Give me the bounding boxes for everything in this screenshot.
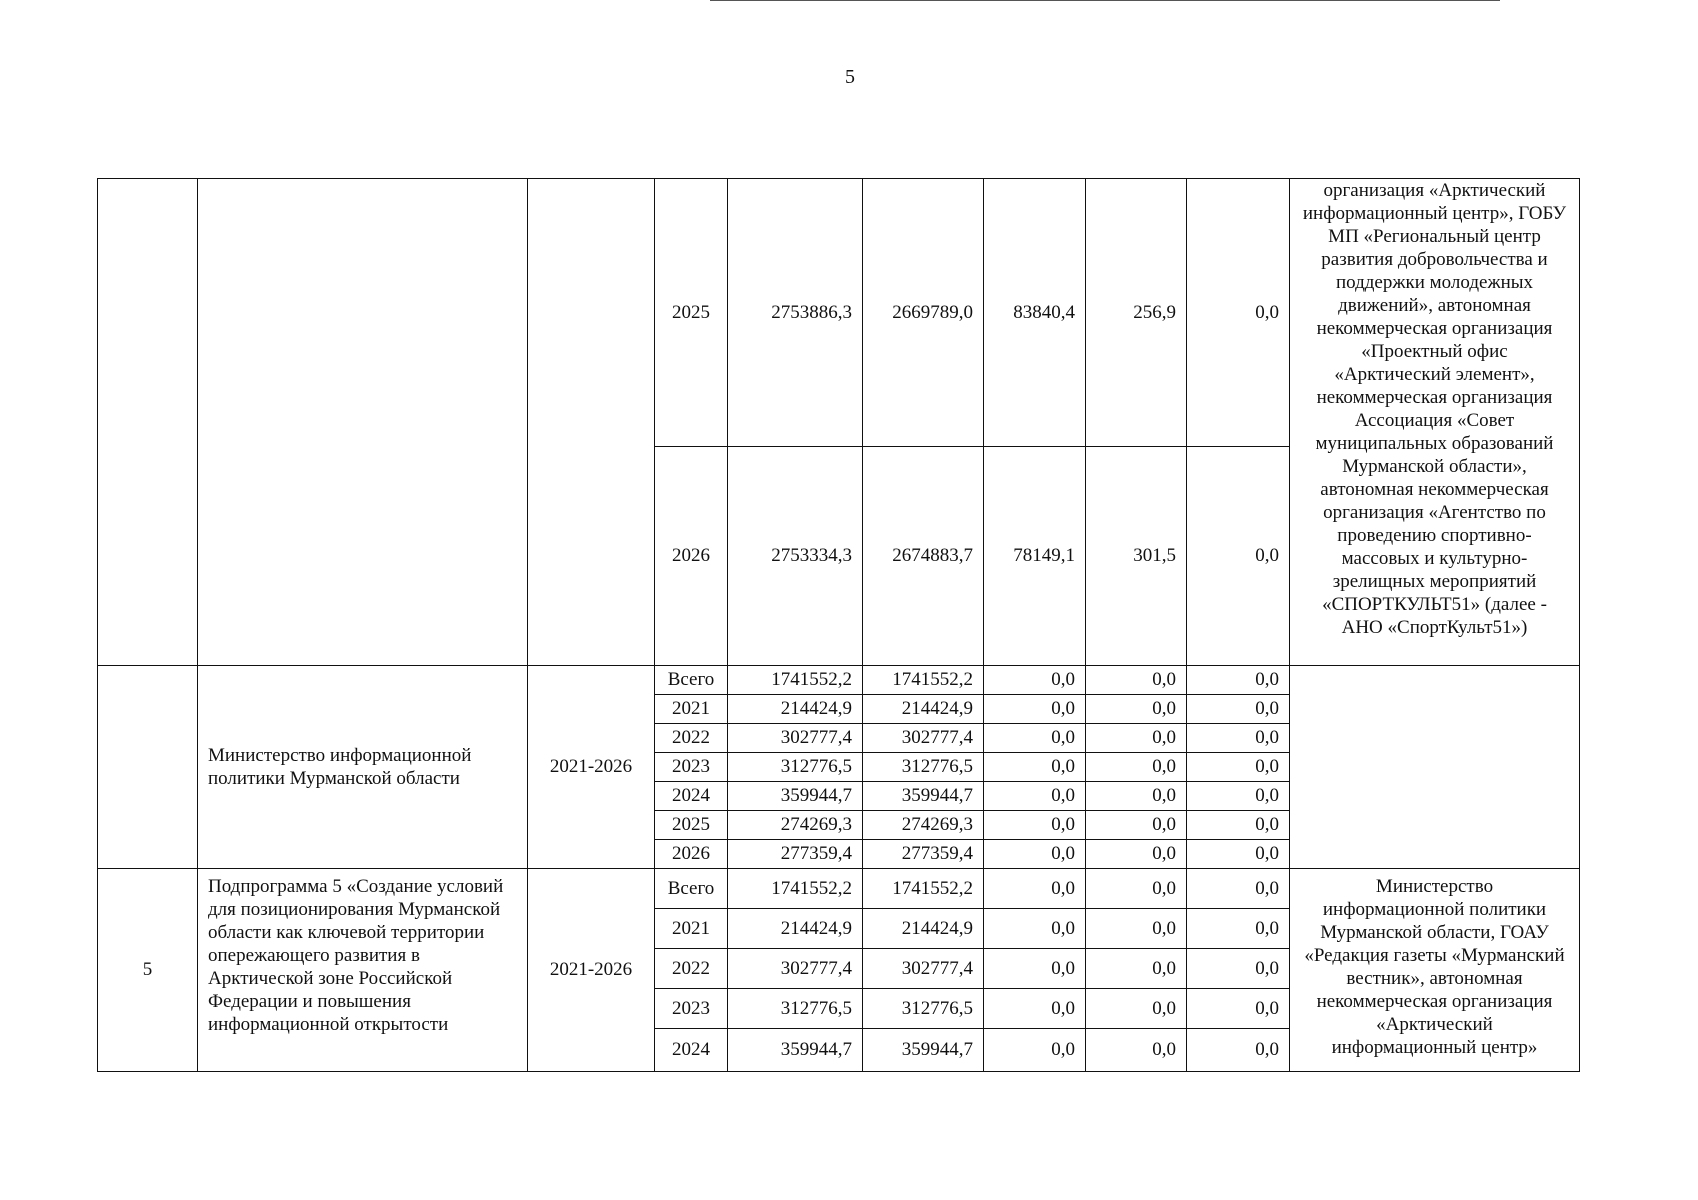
block2-year: 2024 bbox=[655, 782, 728, 811]
block1-other: 0,0 bbox=[1187, 447, 1290, 666]
block2-federal: 0,0 bbox=[984, 724, 1086, 753]
block2-regional: 1741552,2 bbox=[863, 666, 984, 695]
block2-local: 0,0 bbox=[1086, 840, 1187, 869]
block3-regional: 312776,5 bbox=[863, 989, 984, 1029]
block3-num: 5 bbox=[142, 959, 153, 980]
block2-regional: 302777,4 bbox=[863, 724, 984, 753]
block1-executors-text: организация «Арктический информационный центр», ГОБУ МП «Региональный центр развития добровольчества и поддержки молодежных движений», автономная некоммерческая организация «Проектный офис «Арктический элемент», некоммерческая организация Ассоциация «Совет муниципальных образований Мурманской области», автономная некоммерческая организация «Агентство по проведению спортивно-массовых и культурно-зрелищных мероприятий «СПОРТКУЛЬТ51» (далее - АНО «СпортКульт51») bbox=[1302, 180, 1567, 638]
block2-period-cell bbox=[528, 666, 655, 869]
block2-year: 2026 bbox=[655, 840, 728, 869]
block2-local: 0,0 bbox=[1086, 811, 1187, 840]
block2-total: 277359,4 bbox=[728, 840, 863, 869]
block2-other: 0,0 bbox=[1187, 695, 1290, 724]
block3-federal: 0,0 bbox=[984, 1029, 1086, 1071]
block1-total: 2753334,3 bbox=[728, 447, 863, 666]
block2-year: 2023 bbox=[655, 753, 728, 782]
block2-year: Всего bbox=[655, 666, 728, 695]
block3-period-cell bbox=[528, 869, 655, 1071]
block3-year: 2023 bbox=[655, 989, 728, 1029]
block2-regional: 277359,4 bbox=[863, 840, 984, 869]
block2-federal: 0,0 bbox=[984, 695, 1086, 724]
block3-name-cell bbox=[198, 869, 528, 1071]
block2-federal: 0,0 bbox=[984, 753, 1086, 782]
block2-num-cell bbox=[98, 666, 198, 869]
block2-federal: 0,0 bbox=[984, 811, 1086, 840]
block2-regional: 274269,3 bbox=[863, 811, 984, 840]
block3-federal: 0,0 bbox=[984, 869, 1086, 909]
block2-other: 0,0 bbox=[1187, 724, 1290, 753]
block3-regional: 302777,4 bbox=[863, 949, 984, 989]
block2-local: 0,0 bbox=[1086, 695, 1187, 724]
block3-local: 0,0 bbox=[1086, 989, 1187, 1029]
block2-period: 2021-2026 bbox=[549, 756, 633, 777]
block3-year: 2024 bbox=[655, 1029, 728, 1071]
block3-other: 0,0 bbox=[1187, 869, 1290, 909]
block3-executors-text: Министерство информационной политики Мурманской области, ГОАУ «Редакция газеты «Мурманский вестник», автономная некоммерческая организация «Арктический информационный центр» bbox=[1304, 876, 1565, 1058]
block3-executors-cell bbox=[1290, 869, 1579, 1071]
block2-year: 2025 bbox=[655, 811, 728, 840]
block1-total: 2753886,3 bbox=[728, 179, 863, 447]
block3-total: 312776,5 bbox=[728, 989, 863, 1029]
block3-federal: 0,0 bbox=[984, 909, 1086, 949]
block3-year: Всего bbox=[655, 869, 728, 909]
block2-federal: 0,0 bbox=[984, 840, 1086, 869]
block2-name: Министерство информационной политики Мурманской области bbox=[208, 745, 472, 789]
budget-table bbox=[97, 178, 1580, 1072]
block3-period: 2021-2026 bbox=[549, 959, 633, 980]
block3-total: 214424,9 bbox=[728, 909, 863, 949]
block2-federal: 0,0 bbox=[984, 782, 1086, 811]
block1-federal: 83840,4 bbox=[984, 179, 1086, 447]
block2-total: 274269,3 bbox=[728, 811, 863, 840]
block1-regional: 2669789,0 bbox=[863, 179, 984, 447]
block2-regional: 214424,9 bbox=[863, 695, 984, 724]
block2-total: 302777,4 bbox=[728, 724, 863, 753]
block3-other: 0,0 bbox=[1187, 1029, 1290, 1071]
block3-local: 0,0 bbox=[1086, 1029, 1187, 1071]
block1-local: 301,5 bbox=[1086, 447, 1187, 666]
block3-total: 359944,7 bbox=[728, 1029, 863, 1071]
block1-other: 0,0 bbox=[1187, 179, 1290, 447]
block2-total: 359944,7 bbox=[728, 782, 863, 811]
block2-name-cell bbox=[198, 666, 528, 869]
block2-local: 0,0 bbox=[1086, 724, 1187, 753]
block3-year: 2022 bbox=[655, 949, 728, 989]
block3-local: 0,0 bbox=[1086, 949, 1187, 989]
block3-local: 0,0 bbox=[1086, 869, 1187, 909]
page-number: 5 bbox=[845, 66, 855, 88]
block2-other: 0,0 bbox=[1187, 666, 1290, 695]
block1-num-cell bbox=[98, 179, 198, 666]
block3-other: 0,0 bbox=[1187, 989, 1290, 1029]
block1-federal: 78149,1 bbox=[984, 447, 1086, 666]
block2-total: 214424,9 bbox=[728, 695, 863, 724]
block2-executors-cell bbox=[1290, 666, 1579, 869]
block2-year: 2022 bbox=[655, 724, 728, 753]
block2-other: 0,0 bbox=[1187, 782, 1290, 811]
block3-total: 1741552,2 bbox=[728, 869, 863, 909]
block2-federal: 0,0 bbox=[984, 666, 1086, 695]
block2-total: 312776,5 bbox=[728, 753, 863, 782]
block1-name-cell bbox=[198, 179, 528, 666]
block3-other: 0,0 bbox=[1187, 909, 1290, 949]
block2-other: 0,0 bbox=[1187, 840, 1290, 869]
block2-other: 0,0 bbox=[1187, 811, 1290, 840]
block1-period-cell bbox=[528, 179, 655, 666]
block1-regional: 2674883,7 bbox=[863, 447, 984, 666]
block1-year: 2025 bbox=[655, 179, 728, 447]
block3-year: 2021 bbox=[655, 909, 728, 949]
block3-federal: 0,0 bbox=[984, 949, 1086, 989]
block2-year: 2021 bbox=[655, 695, 728, 724]
block2-other: 0,0 bbox=[1187, 753, 1290, 782]
block2-total: 1741552,2 bbox=[728, 666, 863, 695]
block1-local: 256,9 bbox=[1086, 179, 1187, 447]
block3-local: 0,0 bbox=[1086, 909, 1187, 949]
block2-local: 0,0 bbox=[1086, 782, 1187, 811]
block3-num-cell bbox=[98, 869, 198, 1071]
block1-executors-cell bbox=[1290, 179, 1579, 666]
block2-regional: 312776,5 bbox=[863, 753, 984, 782]
block1-year: 2026 bbox=[655, 447, 728, 666]
block2-local: 0,0 bbox=[1086, 666, 1187, 695]
top-border-line bbox=[710, 0, 1500, 1]
block3-regional: 214424,9 bbox=[863, 909, 984, 949]
block3-name: Подпрограмма 5 «Создание условий для позиционирования Мурманской области как ключевой территории опережающего развития в Арктической зоне Российской Федерации и повышения информационной открытости bbox=[208, 876, 504, 1035]
block3-federal: 0,0 bbox=[984, 989, 1086, 1029]
block2-regional: 359944,7 bbox=[863, 782, 984, 811]
block3-regional: 1741552,2 bbox=[863, 869, 984, 909]
block3-other: 0,0 bbox=[1187, 949, 1290, 989]
block3-total: 302777,4 bbox=[728, 949, 863, 989]
block2-local: 0,0 bbox=[1086, 753, 1187, 782]
block3-regional: 359944,7 bbox=[863, 1029, 984, 1071]
